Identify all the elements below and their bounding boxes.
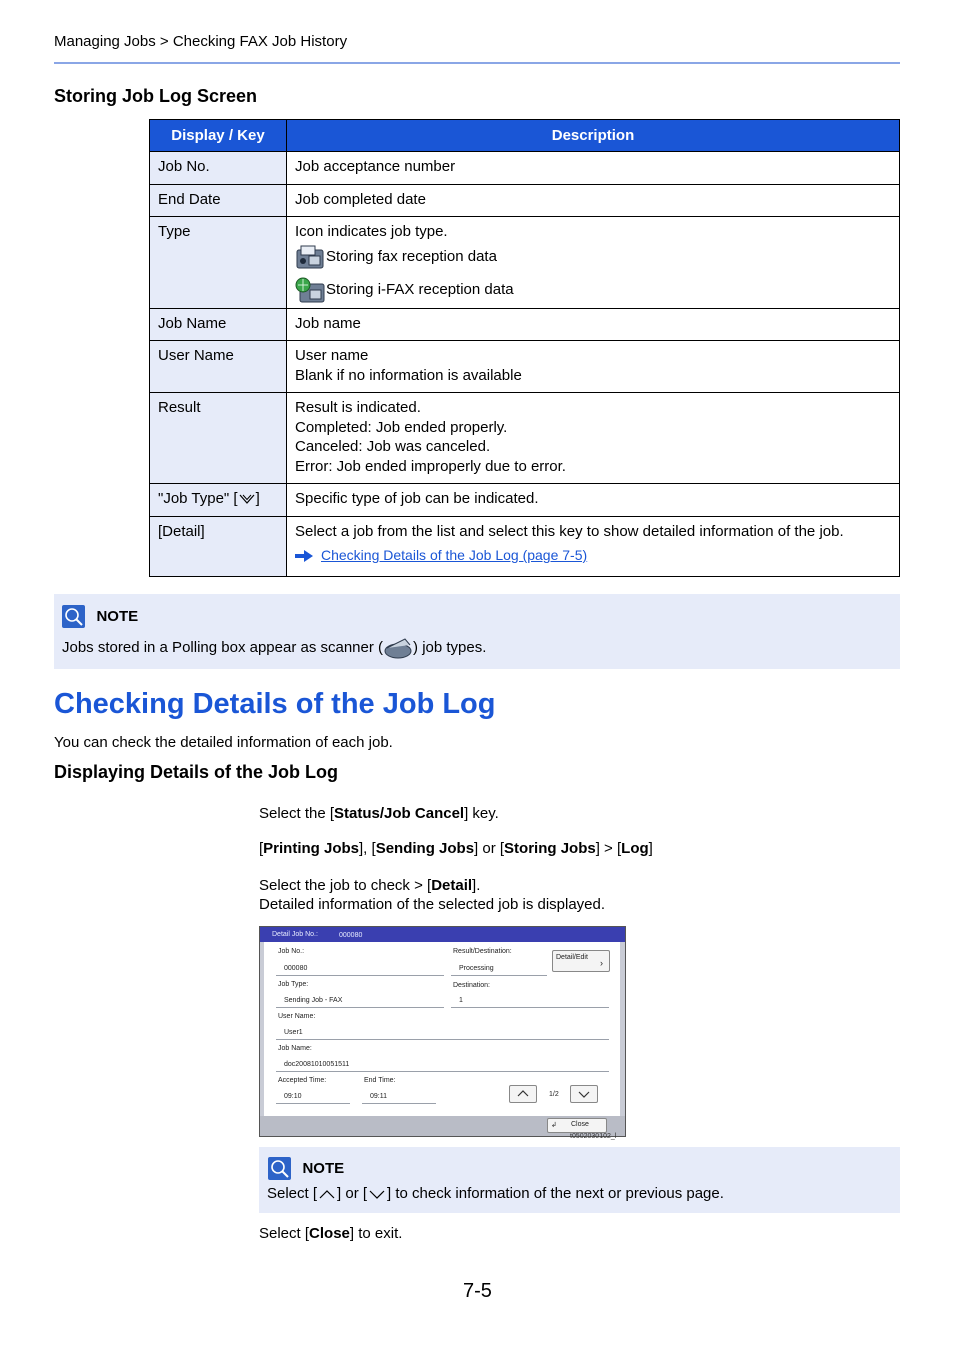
divider	[276, 1007, 444, 1008]
key-name: Printing Jobs	[263, 840, 360, 857]
cross-reference	[295, 546, 891, 566]
screen-title-value: 000080	[339, 932, 363, 939]
table-row	[150, 184, 900, 217]
table-header-row	[150, 120, 900, 152]
step-text: [	[259, 840, 264, 857]
end-time-label: End Time:	[364, 1077, 396, 1084]
scanner-icon	[383, 636, 413, 660]
divider	[276, 1071, 609, 1072]
table-row	[150, 217, 900, 309]
page-heading: Checking Details of the Job Log	[54, 688, 496, 720]
note-text	[267, 1185, 724, 1202]
header-rule	[54, 62, 900, 64]
row-desc	[287, 217, 900, 309]
table-row	[150, 308, 900, 341]
detail-edit-label: Detail/Edit	[556, 954, 588, 961]
user-name-label: User Name:	[278, 1013, 316, 1020]
step-1	[259, 805, 499, 822]
job-no-label: Job No.:	[278, 948, 305, 955]
note-icon	[268, 1157, 291, 1180]
type-fax-entry	[295, 242, 891, 272]
job-type-label: Job Type:	[278, 981, 309, 988]
row-desc: Job completed date	[287, 184, 900, 217]
detail-edit-button[interactable]	[552, 950, 610, 972]
note-text-part: Select [	[267, 1185, 318, 1202]
close-label: Close	[571, 1121, 589, 1128]
divider	[451, 975, 547, 976]
divider	[451, 1007, 609, 1008]
result-value: Processing	[459, 965, 494, 972]
chevron-up-icon	[317, 1188, 337, 1200]
note-label: NOTE	[302, 1160, 345, 1177]
section-title-storing: Storing Job Log Screen	[54, 86, 258, 106]
close-button[interactable]	[547, 1118, 607, 1133]
step-3-line-1	[259, 876, 605, 895]
key-name: Close	[309, 1225, 350, 1242]
job-type-value: Sending Job - FAX	[284, 997, 343, 1004]
accepted-time-label: Accepted Time:	[278, 1077, 327, 1084]
ifax-storage-icon	[295, 277, 325, 303]
row-desc-line: Select a job from the list and select this key to show detailed information of the job.	[295, 522, 844, 540]
step-text: ] > [	[595, 840, 622, 857]
key-name: Status/Job Cancel	[334, 805, 465, 822]
row-desc-line: Icon indicates job type.	[295, 223, 448, 240]
detail-link[interactable]: Checking Details of the Job Log (page 7-5)	[321, 547, 588, 563]
step-text: Select the job to check > [	[259, 877, 432, 894]
step-text: ] or [	[474, 840, 505, 857]
table-row	[150, 341, 900, 393]
page-down-button[interactable]	[570, 1085, 598, 1103]
row-key: [Detail]	[150, 516, 287, 576]
table-row	[150, 393, 900, 484]
note-text-part: ) job types.	[413, 638, 487, 656]
job-name-value: doc20081010051511	[284, 1061, 350, 1068]
row-desc	[287, 341, 900, 393]
divider	[362, 1103, 436, 1104]
row-key: Job No.	[150, 152, 287, 185]
note-box-paging	[259, 1147, 900, 1213]
note-text-part: ] to check information of the next or previous page.	[387, 1185, 724, 1202]
row-desc	[287, 516, 900, 576]
step-2	[259, 840, 653, 857]
note-text-part: ] or [	[337, 1185, 368, 1202]
fax-storage-icon	[295, 244, 325, 270]
destination-value: 1	[459, 997, 463, 1004]
row-desc-line: User name	[295, 347, 369, 364]
note-box-polling	[54, 594, 900, 669]
step-3-line-2: Detailed information of the selected job is displayed.	[259, 896, 606, 913]
step-text: ], [	[359, 840, 376, 857]
screen-title-label: Detail Job No.:	[272, 931, 318, 938]
detail-screen-image	[259, 926, 626, 1137]
page-number: 7-5	[463, 1280, 492, 1302]
note-icon	[62, 605, 85, 628]
accepted-time-value: 09:10	[284, 1093, 302, 1100]
table-row	[150, 484, 900, 517]
type-ifax-entry	[295, 272, 891, 304]
job-name-label: Job Name:	[278, 1045, 312, 1052]
note-label: NOTE	[96, 608, 139, 625]
col-header-key: Display / Key	[150, 120, 287, 152]
destination-label: Destination:	[453, 982, 490, 989]
row-desc	[287, 393, 900, 484]
divider	[276, 1103, 350, 1104]
row-key: User Name	[150, 341, 287, 393]
fax-storage-label: Storing fax reception data	[326, 247, 497, 265]
step-4	[259, 1225, 402, 1242]
job-no-value: 000080	[284, 965, 308, 972]
chevron-right-icon: ›	[600, 958, 603, 968]
row-desc-line: Error: Job ended improperly due to error.	[295, 457, 566, 475]
row-desc: Job acceptance number	[287, 152, 900, 185]
row-desc: Job name	[287, 308, 900, 341]
step-text: ].	[472, 877, 481, 894]
row-desc-line: Result is indicated.	[295, 399, 421, 416]
key-name: Log	[621, 840, 649, 857]
step-text: ] to exit.	[349, 1225, 403, 1242]
key-name: Sending Jobs	[375, 840, 475, 857]
figure-caption: t0502030102_l	[570, 1133, 617, 1140]
step-text: Select the [	[259, 805, 335, 822]
row-key-text: "Job Type" [	[158, 490, 238, 507]
chevron-down-icon	[367, 1188, 387, 1200]
row-desc-line: Completed: Job ended properly.	[295, 418, 508, 436]
key-name: Detail	[431, 877, 473, 894]
row-desc-line: Canceled: Job was canceled.	[295, 438, 491, 455]
step-text: ]	[648, 840, 653, 857]
return-icon: ↲	[551, 1122, 557, 1129]
end-time-value: 09:11	[370, 1093, 387, 1100]
step-3	[259, 876, 605, 914]
key-name: Storing Jobs	[504, 840, 596, 857]
section-title-displaying: Displaying Details of the Job Log	[54, 762, 339, 782]
col-header-description: Description	[287, 120, 900, 152]
breadcrumb: Managing Jobs > Checking FAX Job History	[54, 33, 348, 50]
row-key	[150, 484, 287, 517]
table-row	[150, 152, 900, 185]
note-text-part: Jobs stored in a Polling box appear as scanner (	[62, 638, 384, 656]
row-key-text: ]	[255, 490, 260, 507]
note-text	[62, 636, 486, 660]
row-key: Result	[150, 393, 287, 484]
ifax-storage-label: Storing i-FAX reception data	[326, 280, 514, 298]
row-desc-line: Blank if no information is available	[295, 366, 522, 384]
screen-body	[264, 942, 620, 1116]
step-text: Select [	[259, 1225, 310, 1242]
divider	[276, 975, 444, 976]
table-row	[150, 516, 900, 576]
intro-text: You can check the detailed information of each job.	[54, 734, 393, 751]
job-log-table	[149, 119, 900, 577]
chevron-up-icon	[510, 1086, 536, 1102]
arrow-right-icon	[295, 550, 313, 562]
result-label: Result/Destination:	[453, 948, 512, 955]
page-indicator: 1/2	[549, 1091, 559, 1098]
screen-title-bar	[260, 927, 625, 942]
user-name-value: User1	[284, 1029, 303, 1036]
row-key: End Date	[150, 184, 287, 217]
chevron-down-icon	[571, 1086, 597, 1102]
note-header	[62, 605, 138, 628]
page-up-button[interactable]	[509, 1085, 537, 1103]
row-key: Type	[150, 217, 287, 309]
row-key: Job Name	[150, 308, 287, 341]
row-desc: Specific type of job can be indicated.	[287, 484, 900, 517]
divider	[276, 1039, 609, 1040]
step-text: ] key.	[464, 805, 499, 822]
note-header	[268, 1157, 344, 1180]
chevron-down-icon	[238, 493, 256, 505]
